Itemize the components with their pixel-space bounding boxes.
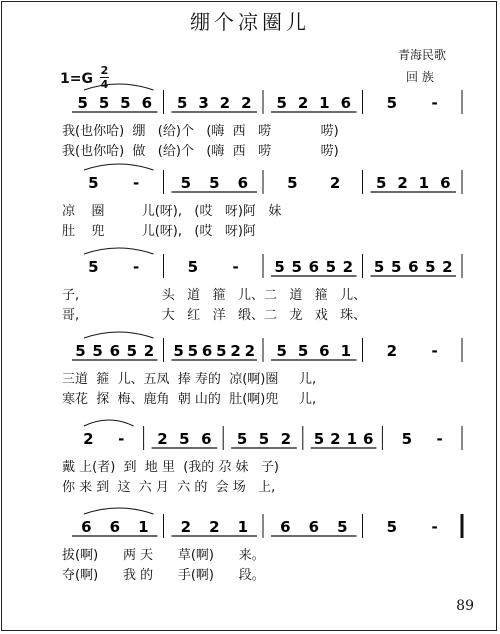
note: - xyxy=(132,258,140,276)
note: 5 xyxy=(120,94,131,112)
note: 5 xyxy=(276,342,287,360)
note: 5 xyxy=(274,258,285,276)
note: - xyxy=(431,518,438,536)
note: - xyxy=(431,94,438,112)
note: 2 xyxy=(244,342,256,360)
lyric-line: 寒花 探 梅、鹿角 朝 山的 肚(啊)兜 儿, xyxy=(62,392,317,407)
note: 5 xyxy=(276,94,287,112)
note: 5 xyxy=(88,174,99,192)
note: 6 xyxy=(81,518,92,536)
lyric-line: 你 来 到 这 六 月 六 的 会 场 上, xyxy=(62,480,276,495)
slur xyxy=(84,164,154,170)
note: - xyxy=(431,342,438,360)
note: 6 xyxy=(362,430,374,448)
note: 2 xyxy=(342,258,354,276)
note: - xyxy=(436,430,443,448)
note: 6 xyxy=(201,342,213,360)
lyric-line: 肚 兜 儿(呀), (哎 呀)阿 xyxy=(62,224,256,239)
note: 5 xyxy=(92,342,103,360)
note: - xyxy=(232,258,239,276)
note: 2 xyxy=(386,342,398,360)
note: 5 xyxy=(179,430,190,448)
song-source: 青海民歌 xyxy=(398,48,447,62)
lyric-line: 夺(啊) 我 的 手(啊) 段。 xyxy=(62,568,265,583)
time-denominator: 4 xyxy=(100,78,109,91)
note: 5 xyxy=(291,258,302,276)
slur xyxy=(84,332,154,338)
note: 2 xyxy=(143,342,155,360)
note: 5 xyxy=(180,174,192,192)
note: 2 xyxy=(230,342,241,360)
lyric-line: 三道 箍 儿、五凤 捧 寿的 凉(啊)圈 儿, xyxy=(62,372,317,387)
slur xyxy=(84,84,154,90)
note: 5 xyxy=(375,174,387,192)
lyric-line: 拔(啊) 两 天 草(啊) 来。 xyxy=(62,548,265,563)
lyric-line: 哥, 大 红 洋 缎、二 龙 戏 珠、 xyxy=(62,308,367,323)
note: 1 xyxy=(418,174,430,192)
lyric-line: 子, 头 道 箍 儿、二 道 箍 儿、 xyxy=(62,288,367,303)
note: 5 xyxy=(325,258,337,276)
note: 6 xyxy=(308,258,320,276)
note: 2 xyxy=(397,174,408,192)
note: 5 xyxy=(209,174,220,192)
note: 5 xyxy=(98,94,110,112)
note: 5 xyxy=(75,342,86,360)
note: 6 xyxy=(280,518,291,536)
lyric-line: 我(也你哈) 绷 (给)个 (嗨 西 唠 唠) xyxy=(62,124,339,139)
note: 1 xyxy=(340,342,352,360)
note: - xyxy=(118,430,125,448)
note: - xyxy=(132,174,140,192)
note: 5 xyxy=(313,430,325,448)
note: 2 xyxy=(280,430,292,448)
page-number: 89 xyxy=(456,598,474,614)
note: 5 xyxy=(287,174,298,192)
time-numerator: 2 xyxy=(100,64,109,77)
note: 6 xyxy=(308,518,320,536)
song-title: 绷个凉圈儿 xyxy=(190,10,310,34)
note: 5 xyxy=(187,342,199,360)
slur xyxy=(84,248,154,254)
note: 2 xyxy=(180,518,192,536)
note: 6 xyxy=(201,430,212,448)
note: 5 xyxy=(386,94,398,112)
note: 5 xyxy=(401,430,413,448)
note: 2 xyxy=(442,258,453,276)
note: 5 xyxy=(373,258,385,276)
slur xyxy=(84,508,154,514)
note: 6 xyxy=(319,342,330,360)
note: 2 xyxy=(209,518,220,536)
note: 1 xyxy=(138,518,149,536)
note: 2 xyxy=(241,94,252,112)
lyric-line: 我(也你哈) 做 (给)个 (嗨 西 唠 唠) xyxy=(62,144,339,159)
note: 3 xyxy=(198,94,209,112)
note: 6 xyxy=(109,342,121,360)
note: 5 xyxy=(236,430,248,448)
note: 6 xyxy=(109,518,121,536)
note: 1 xyxy=(319,94,330,112)
song-ethnicity: 回 族 xyxy=(406,70,434,84)
slur xyxy=(84,420,134,426)
key-signature: 1=G xyxy=(60,71,93,87)
note: 5 xyxy=(77,94,88,112)
note: 5 xyxy=(258,430,270,448)
note: 5 xyxy=(216,342,227,360)
note: 2 xyxy=(219,94,231,112)
note: 1 xyxy=(346,430,358,448)
note: 5 xyxy=(425,258,436,276)
note: 2 xyxy=(330,430,341,448)
note: 5 xyxy=(297,342,309,360)
note: 5 xyxy=(173,342,184,360)
note: 2 xyxy=(83,430,94,448)
note: 5 xyxy=(126,342,138,360)
note: 5 xyxy=(88,258,99,276)
note: 6 xyxy=(408,258,419,276)
note: 6 xyxy=(340,94,352,112)
note: 6 xyxy=(440,174,451,192)
note: 5 xyxy=(337,518,348,536)
lyric-line: 戴 上(者) 到 地 里 (我的 尕 妹 子) xyxy=(62,460,280,475)
note: 5 xyxy=(386,518,398,536)
note: 2 xyxy=(297,94,309,112)
note: 5 xyxy=(390,258,402,276)
note: 6 xyxy=(141,94,153,112)
note: 1 xyxy=(237,518,249,536)
note: 2 xyxy=(329,174,341,192)
note: 2 xyxy=(157,430,168,448)
note: 5 xyxy=(187,258,199,276)
lyric-line: 凉 圈 儿(呀), (哎 呀)阿 妹 xyxy=(62,204,282,219)
note: 5 xyxy=(176,94,188,112)
note: 6 xyxy=(237,174,249,192)
